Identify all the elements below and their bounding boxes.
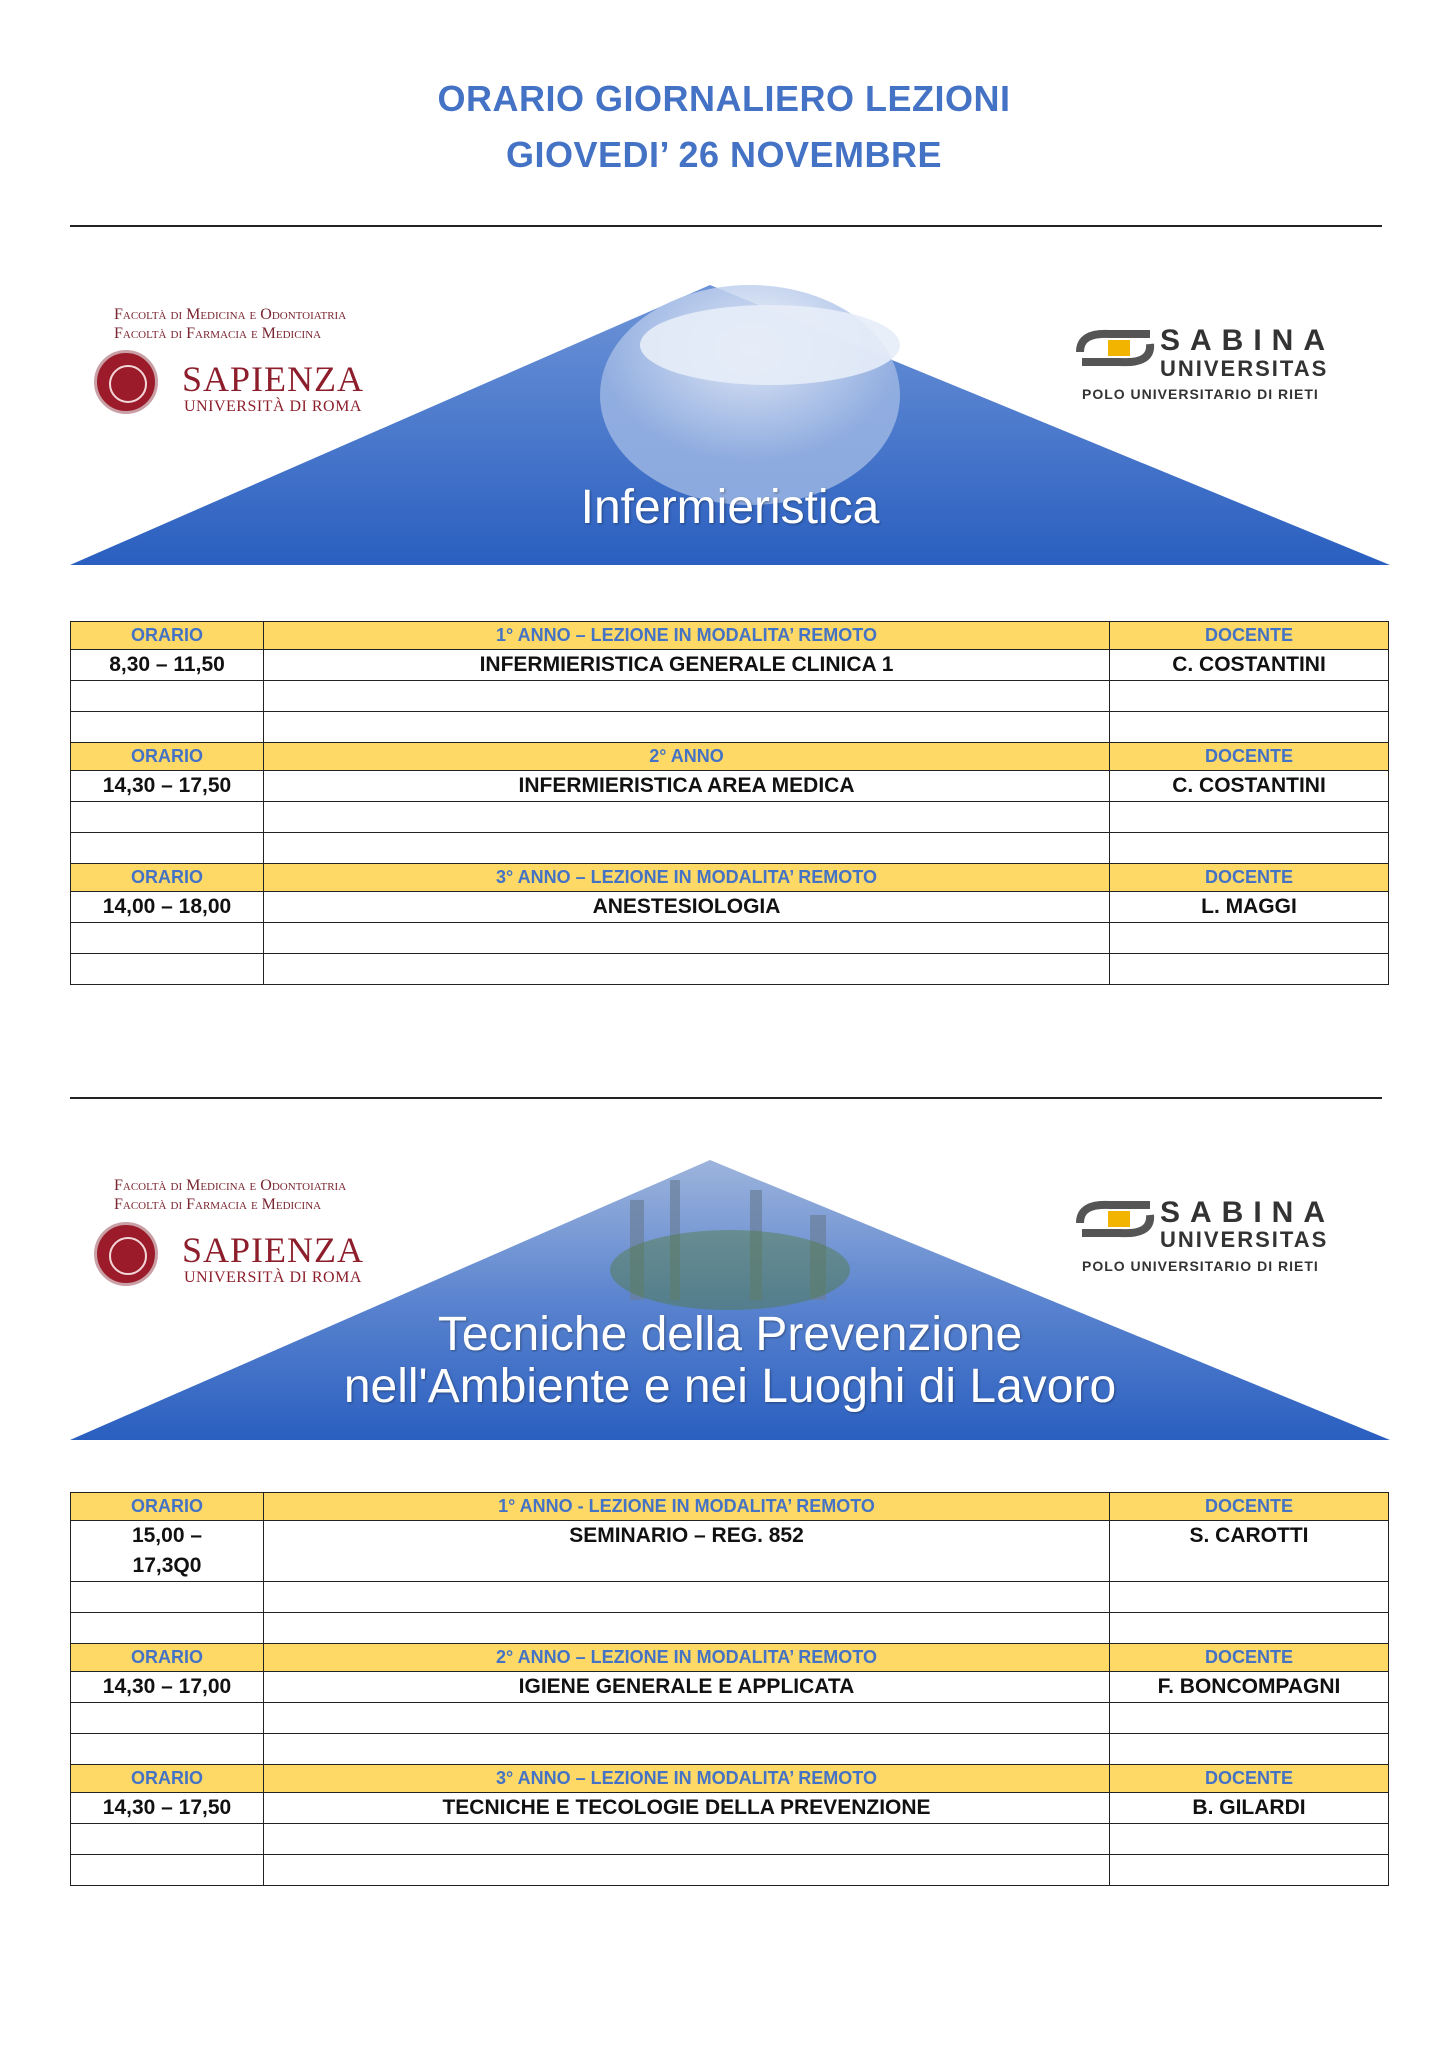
cell-teacher: F. BONCOMPAGNI: [1110, 1672, 1389, 1703]
empty-row: [71, 1613, 1389, 1644]
cell-time: 14,30 – 17,00: [71, 1672, 264, 1703]
faculty-line2: Facoltà di Farmacia e Medicina: [114, 1196, 322, 1213]
cell-lesson: INFERMIERISTICA GENERALE CLINICA 1: [264, 650, 1110, 681]
header-docente: DOCENTE: [1110, 743, 1389, 771]
header-orario: ORARIO: [71, 1644, 264, 1672]
cell-time: 14,30 – 17,50: [71, 771, 264, 802]
faculty-line1: Facoltà di Medicina e Odontoiatria: [114, 1177, 347, 1194]
cell-teacher: C. COSTANTINI: [1110, 771, 1389, 802]
header-docente: DOCENTE: [1110, 1493, 1389, 1521]
course-title: Infermieristica: [580, 481, 880, 534]
sapienza-seal-icon: [94, 350, 158, 414]
cell-time: 8,30 – 11,50: [71, 650, 264, 681]
empty-row: [71, 833, 1389, 864]
cell-teacher: C. COSTANTINI: [1110, 650, 1389, 681]
header-anno: 2° ANNO – LEZIONE IN MODALITA’ REMOTO: [264, 1644, 1110, 1672]
cell-time: 14,30 – 17,50: [71, 1793, 264, 1824]
empty-row: [71, 1582, 1389, 1613]
sapienza-logo: SAPIENZA: [182, 359, 365, 399]
table-header: [71, 864, 1389, 892]
header-anno: 1° ANNO – LEZIONE IN MODALITA’ REMOTO: [264, 622, 1110, 650]
empty-row: [71, 681, 1389, 712]
header-orario: ORARIO: [71, 622, 264, 650]
header-orario: ORARIO: [71, 743, 264, 771]
polo-text: POLO UNIVERSITARIO DI RIETI: [1082, 386, 1319, 402]
header-orario: ORARIO: [71, 864, 264, 892]
faculty-line1: Facoltà di Medicina e Odontoiatria: [114, 306, 347, 323]
table-row: [71, 1521, 1389, 1582]
table-header: [71, 1644, 1389, 1672]
sabina-logo-icon: [1070, 1193, 1160, 1243]
empty-row: [71, 1855, 1389, 1886]
table-header: [71, 743, 1389, 771]
table-row: [71, 1672, 1389, 1703]
empty-row: [71, 1824, 1389, 1855]
empty-row: [71, 1734, 1389, 1765]
faculty-line2: Facoltà di Farmacia e Medicina: [114, 325, 322, 342]
sabina-logo-icon: [1070, 322, 1160, 372]
sapienza-seal-icon: [94, 1222, 158, 1286]
cell-time: 14,00 – 18,00: [71, 892, 264, 923]
table-row: [71, 892, 1389, 923]
schedule-table-1: [70, 621, 1389, 985]
header-anno: 2° ANNO: [264, 743, 1110, 771]
sabina-text: SABINA: [1160, 1196, 1336, 1229]
cell-lesson: IGIENE GENERALE E APPLICATA: [264, 1672, 1110, 1703]
empty-row: [71, 923, 1389, 954]
divider-line: [70, 225, 1382, 227]
universitas-text: UNIVERSITAS: [1160, 1227, 1329, 1252]
table-row: [71, 771, 1389, 802]
sapienza-subtitle: UNIVERSITÀ DI ROMA: [184, 398, 362, 415]
table-row: [71, 1793, 1389, 1824]
polo-text: POLO UNIVERSITARIO DI RIETI: [1082, 1258, 1319, 1274]
cell-lesson: SEMINARIO – REG. 852: [264, 1521, 1110, 1582]
header-docente: DOCENTE: [1110, 1765, 1389, 1793]
course-title-line1: Tecniche della Prevenzione: [437, 1308, 1023, 1361]
cell-teacher: L. MAGGI: [1110, 892, 1389, 923]
universitas-text: UNIVERSITAS: [1160, 356, 1329, 381]
sapienza-logo: SAPIENZA: [182, 1230, 365, 1270]
table-header: [71, 1765, 1389, 1793]
header-docente: DOCENTE: [1110, 1644, 1389, 1672]
header-orario: ORARIO: [71, 1765, 264, 1793]
page-title-line2: GIOVEDI’ 26 NOVEMBRE: [505, 134, 943, 175]
header-docente: DOCENTE: [1110, 622, 1389, 650]
empty-row: [71, 712, 1389, 743]
header-anno: 1° ANNO - LEZIONE IN MODALITA’ REMOTO: [264, 1493, 1110, 1521]
empty-row: [71, 954, 1389, 985]
header-orario: ORARIO: [71, 1493, 264, 1521]
cell-lesson: ANESTESIOLOGIA: [264, 892, 1110, 923]
table-header: [71, 622, 1389, 650]
divider-line: [70, 1097, 1382, 1099]
cell-lesson: TECNICHE E TECOLOGIE DELLA PREVENZIONE: [264, 1793, 1110, 1824]
sapienza-subtitle: UNIVERSITÀ DI ROMA: [184, 1269, 362, 1286]
cell-teacher: S. CAROTTI: [1110, 1521, 1389, 1582]
header-docente: DOCENTE: [1110, 864, 1389, 892]
cell-teacher: B. GILARDI: [1110, 1793, 1389, 1824]
page-title-line1: ORARIO GIORNALIERO LEZIONI: [437, 78, 1011, 119]
empty-row: [71, 802, 1389, 833]
table-header: [71, 1493, 1389, 1521]
cell-time: 15,00 – 17,3Q0: [71, 1521, 264, 1582]
sabina-text: SABINA: [1160, 324, 1336, 357]
cell-lesson: INFERMIERISTICA AREA MEDICA: [264, 771, 1110, 802]
schedule-table-2: [70, 1492, 1389, 1886]
header-anno: 3° ANNO – LEZIONE IN MODALITA’ REMOTO: [264, 1765, 1110, 1793]
empty-row: [71, 1703, 1389, 1734]
table-row: [71, 650, 1389, 681]
header-anno: 3° ANNO – LEZIONE IN MODALITA’ REMOTO: [264, 864, 1110, 892]
course-title-line2: nell'Ambiente e nei Luoghi di Lavoro: [343, 1360, 1117, 1413]
